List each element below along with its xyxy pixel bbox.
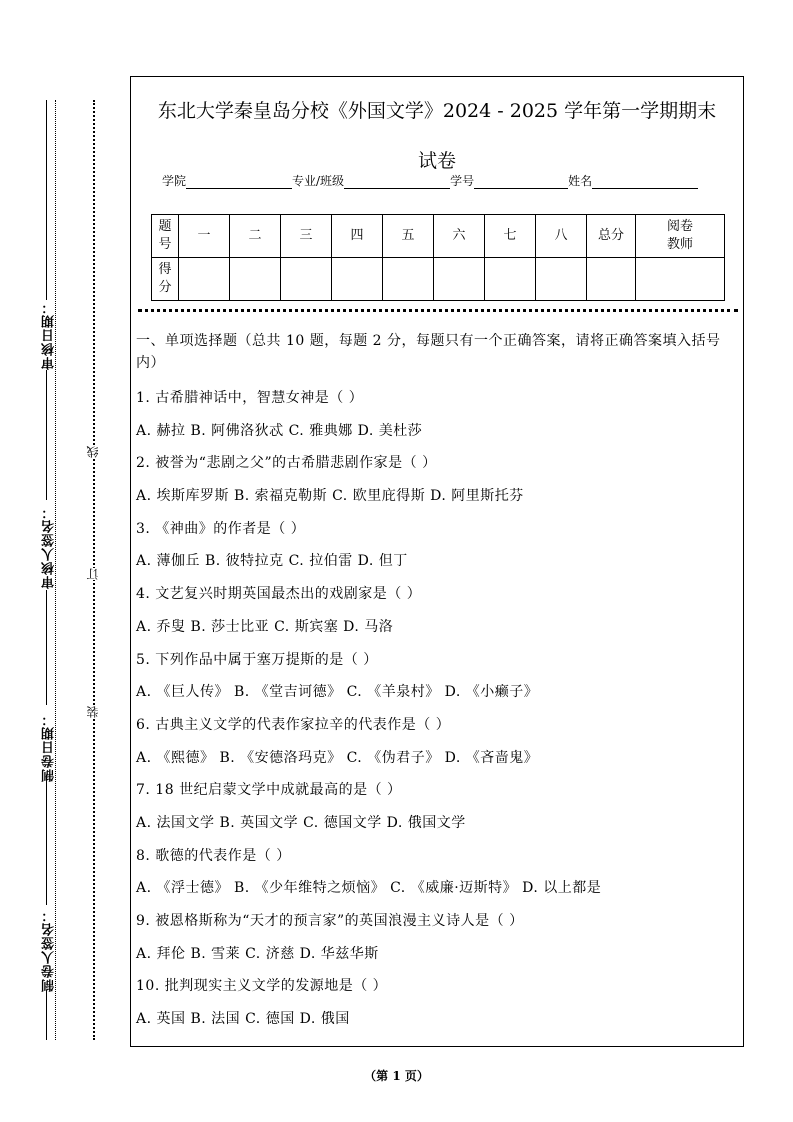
question-text: 3. 《神曲》的作者是（ ）: [136, 520, 306, 537]
score-cell-3[interactable]: [281, 258, 332, 301]
score-table-score-row: [152, 258, 725, 301]
reviewer-label: 阅卷 教师: [636, 215, 725, 258]
score-cell-5[interactable]: [383, 258, 434, 301]
question-text: 7. 18 世纪启蒙文学中成就最高的是（ ）: [136, 782, 402, 799]
binding-char-ding: 订: [86, 568, 100, 580]
review-sign-line: [46, 590, 47, 705]
title-line-1: 东北大学秦皇岛分校《外国文学》2024 - 2025 学年第一学期期末: [157, 100, 717, 122]
compiler-signature-label: 制卷人签名：: [42, 908, 57, 992]
reviewer-cell[interactable]: [636, 258, 725, 301]
question-text: 10. 批判现实主义文学的发源地是（ ）: [136, 978, 388, 995]
score-cell-1[interactable]: [179, 258, 230, 301]
review-date-label: 审核日期：: [42, 300, 57, 370]
score-col-8: 八: [536, 215, 587, 258]
question-text: 4. 文艺复兴时期英国最杰出的戏剧家是（ ）: [136, 586, 422, 603]
score-cell-7[interactable]: [485, 258, 536, 301]
score-col-4: 四: [332, 215, 383, 258]
name-blank[interactable]: [592, 174, 698, 189]
reviewer-date-line: [46, 100, 47, 300]
score-cell-8[interactable]: [536, 258, 587, 301]
score-col-2: 二: [230, 215, 281, 258]
question-list: [136, 382, 740, 1036]
reviewer-sign-date-line: [46, 370, 47, 500]
compile-date-label: 制卷日期：: [42, 712, 57, 782]
score-label: 得 分: [152, 258, 179, 301]
score-col-1: 一: [179, 215, 230, 258]
section-divider: [138, 309, 738, 312]
name-label: 姓名: [568, 174, 593, 188]
answer-options: A. 乔叟 B. 莎士比亚 C. 斯宾塞 D. 马洛: [136, 618, 394, 635]
major-class-label: 专业/班级: [292, 174, 345, 188]
score-col-5: 五: [383, 215, 434, 258]
question-text: 1. 古希腊神话中，智慧女神是（ ）: [136, 390, 364, 406]
exam-content: [136, 330, 740, 1036]
margin-dotted-rule: [55, 100, 56, 1040]
page-number: （第 1 页）: [364, 1069, 429, 1083]
score-table-header-row: [152, 215, 725, 258]
score-col-3: 三: [281, 215, 332, 258]
major-class-blank[interactable]: [344, 174, 450, 189]
score-cell-total[interactable]: [587, 258, 636, 301]
answer-options: A. 《熙德》 B. 《安德洛玛克》 C. 《伪君子》 D. 《吝啬鬼》: [136, 749, 539, 766]
score-cell-4[interactable]: [332, 258, 383, 301]
answer-options: A. 英国 B. 法国 C. 德国 D. 俄国: [136, 1011, 350, 1028]
reviewer-signature-label: 审核人签名：: [42, 505, 57, 589]
answer-options: A. 薄伽丘 B. 彼特拉克 C. 拉伯雷 D. 但丁: [136, 553, 408, 570]
section-1-title: 一、单项选择题（总共 10 题，每题 2 分，每题只有一个正确答案，请将正确答案填入括号内）: [136, 333, 721, 371]
student-info-row: [162, 172, 722, 189]
college-label: 学院: [162, 174, 187, 188]
college-blank[interactable]: [186, 174, 292, 189]
question-text: 6. 古典主义文学的代表作家拉辛的代表作是（ ）: [136, 716, 451, 733]
binding-char-zhuang: 装: [86, 706, 100, 718]
title-line-2: 试卷: [417, 150, 456, 172]
binding-margin: [0, 0, 110, 1122]
answer-options: A. 拜伦 B. 雪莱 C. 济慈 D. 华兹华斯: [136, 945, 379, 962]
answer-options: A. 《巨人传》 B. 《堂吉诃德》 C. 《羊泉村》 D. 《小癞子》: [136, 684, 539, 701]
answer-options: A. 《浮士德》 B. 《少年维特之烦恼》 C. 《威廉·迈斯特》 D. 以上都是: [136, 880, 602, 897]
score-cell-6[interactable]: [434, 258, 485, 301]
answer-options: A. 赫拉 B. 阿佛洛狄忒 C. 雅典娜 D. 美杜莎: [136, 422, 423, 439]
question-text: 2. 被誉为“悲剧之父”的古希腊悲剧作家是（ ）: [136, 455, 437, 472]
compile-date-line: [46, 775, 47, 905]
score-cell-2[interactable]: [230, 258, 281, 301]
question-text: 5. 下列作品中属于塞万提斯的是（ ）: [136, 651, 378, 668]
question-number-label: 题 号: [152, 215, 179, 258]
answer-options: A. 法国文学 B. 英国文学 C. 德国文学 D. 俄国文学: [136, 814, 466, 831]
compiler-sign-line: [46, 990, 47, 1040]
student-id-blank[interactable]: [474, 174, 568, 189]
question-text: 9. 被恩格斯称为“天才的预言家”的英国浪漫主义诗人是（ ）: [136, 913, 524, 929]
score-col-6: 六: [434, 215, 485, 258]
answer-options: A. 埃斯库罗斯 B. 索福克勒斯 C. 欧里庇得斯 D. 阿里斯托芬: [136, 488, 524, 505]
score-col-total: 总分: [587, 215, 636, 258]
exam-title: [131, 86, 743, 186]
student-id-label: 学号: [450, 174, 475, 188]
question-text: 8. 歌德的代表作是（ ）: [136, 847, 291, 864]
score-table: [151, 214, 725, 301]
score-col-7: 七: [485, 215, 536, 258]
binding-char-xian: 线: [86, 446, 100, 458]
